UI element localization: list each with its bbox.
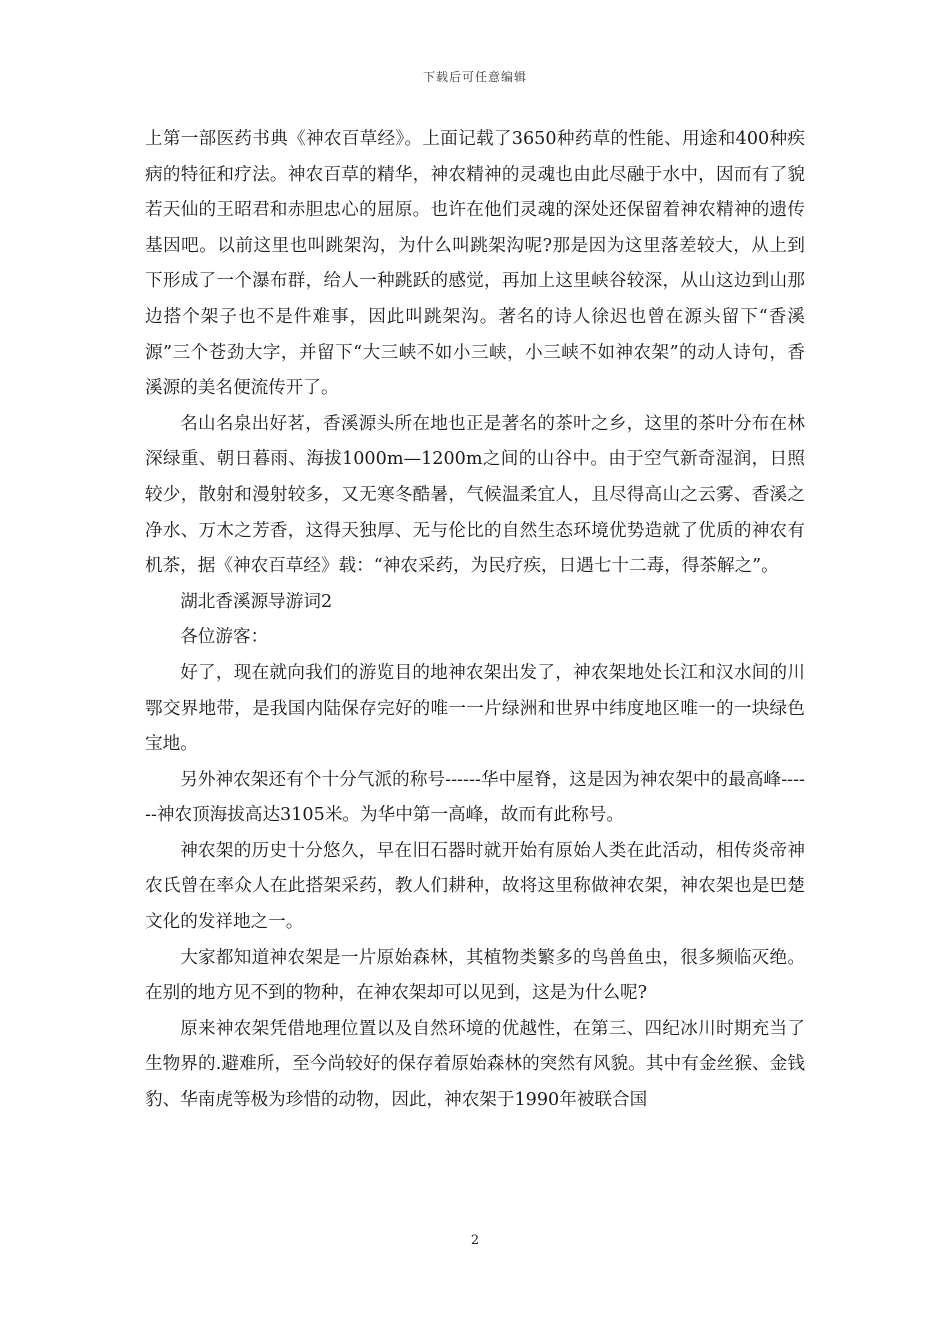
document-body [145,122,805,1119]
paragraph-peak: 另外神农架还有个十分气派的称号------华中屋脊，这是因为神农架中的最高峰------神农顶海拔高达3105米。为华中第一高峰，故而有此称号。 [145,769,805,826]
paragraph-species: 大家都知道神农架是一片原始森林，其植物类繁多的鸟兽鱼虫，很多频临灭绝。在别的地方见不到的物种，在神农架却可以见到，这是为什么呢? [145,947,805,1004]
paragraph-history: 神农架的历史十分悠久，早在旧石器时就开始有原始人类在此活动，相传炎帝神农氏曾在率众人在此搭架采药，教人们耕种，故将这里称做神农架，神农架也是巴楚文化的发祥地之一。 [145,840,805,933]
paragraph-refuge: 原来神农架凭借地理位置以及自然环境的优越性，在第三、四纪冰川时期充当了生物界的.避难所，至今尚较好的保存着原始森林的突然有风貌。其中有金丝猴、金钱豹、华南虎等极为珍惜的动物，因此，神农架于1990年被联合国 [145,1018,805,1111]
page-number: 2 [470,1233,480,1248]
paragraph-departure: 好了，现在就向我们的游览目的地神农架出发了，神农架地处长江和汉水间的川鄂交界地带，是我国内陆保存完好的唯一一片绿洲和世界中纬度地区唯一的一块绿色宝地。 [145,662,805,755]
section-heading: 湖北香溪源导游词2 [180,591,333,612]
greeting: 各位游客： [180,627,269,648]
paragraph-tea: 名山名泉出好茗，香溪源头所在地也正是著名的茶叶之乡，这里的茶叶分布在林深绿重、朝日暮雨、海拔1000m—1200m之间的山谷中。由于空气新奇湿润，日照较少，散射和漫射较多，又无寒冬酷暑，气候温柔宜人，且尽得高山之云雾、香溪之净水、万木之芳香，这得天独厚、无与伦比的自然生态环境优势造就了优质的神农有机茶，据《神农百草经》载：“神农采药，为民疗疾，日遇七十二毒，得茶解之”。 [145,413,805,577]
paragraph-continued: 上第一部医药书典《神农百草经》。上面记载了3650种药草的性能、用途和400种疾病的特征和疗法。神农百草的精华，神农精神的灵魂也由此尽融于水中，因而有了貌若天仙的王昭君和赤胆忠心的屈原。也许在他们灵魂的深处还保留着神农精神的遗传基因吧。以前这里也叫跳架沟，为什么叫跳架沟呢?那是因为这里落差较大，从上到下形成了一个瀑布群，给人一种跳跃的感觉，再加上这里峡谷较深，从山这边到山那边搭个架子也不是件难事，因此叫跳架沟。著名的诗人徐迟也曾在源头留下“香溪源”三个苍劲大字，并留下“大三峡不如小三峡，小三峡不如神农架”的动人诗句，香溪源的美名便流传开了。 [145,129,805,399]
page-header: 下载后可任意编辑 [422,70,527,84]
